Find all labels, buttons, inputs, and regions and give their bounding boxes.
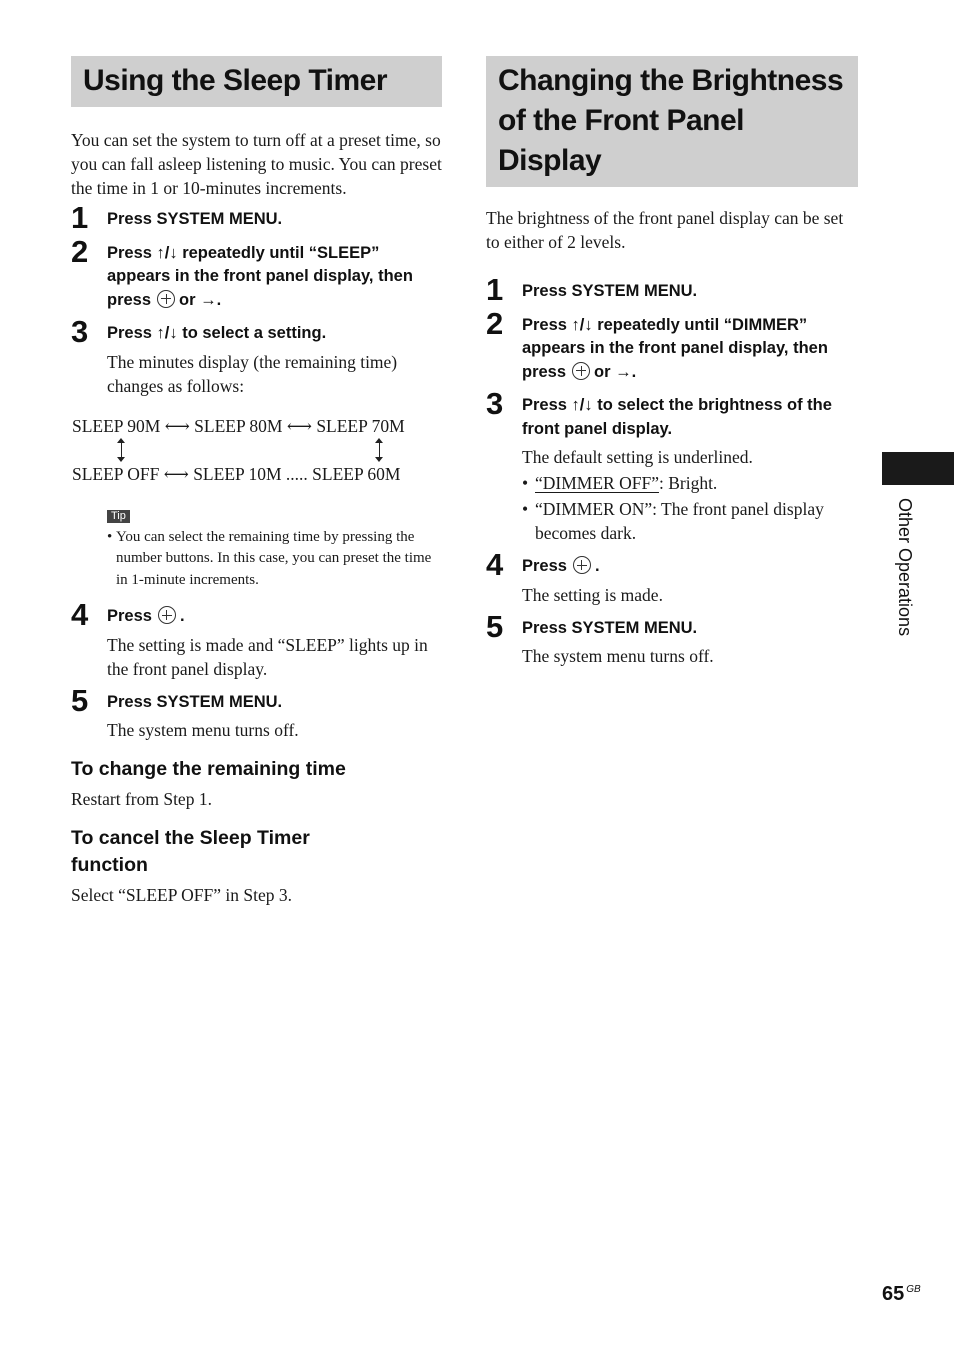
brightness-step-2 xyxy=(486,305,858,385)
sleep-step-2 xyxy=(71,233,442,313)
step-number: 4 xyxy=(71,597,89,632)
brightness-title-line-1: Changing the Brightness xyxy=(498,64,844,97)
step-number: 5 xyxy=(486,608,504,644)
sleep-step-4 xyxy=(71,597,442,681)
step-number: 5 xyxy=(71,682,89,718)
step-title: Press ↑/↓ to select a setting. xyxy=(107,324,327,342)
page-number xyxy=(882,1283,921,1306)
cancel-heading: To cancel the Sleep Timer function xyxy=(71,827,310,876)
step-title-text: Press xyxy=(522,557,567,575)
sleep-step-1 xyxy=(71,200,442,235)
enter-button-icon xyxy=(157,290,175,308)
step-number: 4 xyxy=(486,547,504,582)
brightness-intro: The brightness of the front panel display can be set to either of 2 levels. xyxy=(486,208,844,252)
step-title-text: Press ↑/↓ repeatedly until “DIMMER” appears in the front panel display, then press xyxy=(522,315,828,381)
section-side-label: Other Operations xyxy=(895,498,915,637)
brightness-title xyxy=(486,56,858,187)
step-title-text-end: . xyxy=(594,557,600,575)
step-number: 2 xyxy=(486,305,504,341)
bullet: • xyxy=(522,473,529,493)
step-title: Press SYSTEM MENU. xyxy=(522,282,698,300)
sleep-cycle-bottom-row: SLEEP OFF ⟷ SLEEP 10M ..... SLEEP 60M xyxy=(72,463,401,484)
page-number-suffix: GB xyxy=(906,1284,921,1295)
step-title: Press SYSTEM MENU. xyxy=(107,210,283,228)
brightness-step-1 xyxy=(486,272,858,307)
step-description: The system menu turns off. xyxy=(522,646,714,666)
sleep-timer-section xyxy=(71,56,442,907)
step-title xyxy=(107,242,442,313)
bullet: • xyxy=(522,499,529,519)
step-title xyxy=(107,605,442,629)
step-title xyxy=(522,314,858,385)
brightness-title-line-2: of the Front Panel Display xyxy=(498,104,744,177)
step-description: The setting is made. xyxy=(522,584,663,605)
step-title-text: Press xyxy=(107,607,152,625)
dimmer-option xyxy=(522,497,858,545)
dimmer-option xyxy=(522,471,858,495)
sleep-step-5 xyxy=(71,682,442,743)
step-number: 1 xyxy=(486,272,504,307)
tip-box xyxy=(107,506,442,592)
change-time-heading: To change the remaining time xyxy=(71,758,346,780)
tip-badge: Tip xyxy=(107,510,130,523)
sleep-cycle-diagram xyxy=(71,414,442,484)
step-description: The system menu turns off. xyxy=(107,720,299,740)
step-title xyxy=(522,555,858,579)
step-title: Press ↑/↓ to select the brightness of the front panel display. xyxy=(522,396,832,438)
step-description: The setting is made and “SLEEP” lights up in the front panel display. xyxy=(107,634,428,679)
section-tab-marker xyxy=(882,452,954,485)
step-title-text: Press ↑/↓ repeatedly until “SLEEP” appears in the front panel display, then press xyxy=(107,243,413,309)
step-title-text-end: . xyxy=(179,607,185,625)
step-number: 1 xyxy=(71,200,89,235)
sleep-step-3 xyxy=(71,314,442,398)
step-description: The default setting is underlined. xyxy=(522,447,753,467)
dimmer-option-text: : Bright. xyxy=(658,473,718,493)
up-down-arrow-icon xyxy=(373,438,385,462)
step-number: 3 xyxy=(71,314,89,349)
bullet: • xyxy=(107,528,113,545)
step-title-text-end: or →. xyxy=(594,362,637,381)
step-number: 3 xyxy=(486,386,504,421)
step-title: Press SYSTEM MENU. xyxy=(522,618,698,637)
up-down-arrow-icon xyxy=(115,438,127,462)
enter-button-icon xyxy=(572,362,590,380)
tip-text xyxy=(107,527,442,592)
tip-text-body: You can select the remaining time by pressing the number buttons. In this case, you can preset the time in 1-minute increments. xyxy=(116,528,432,588)
step-title: Press SYSTEM MENU. xyxy=(107,692,283,711)
dimmer-option-label: “DIMMER OFF” xyxy=(535,473,659,493)
page-number-value: 65 xyxy=(882,1283,905,1305)
sleep-cycle-top-row: SLEEP 90M ⟷ SLEEP 80M ⟷ SLEEP 70M xyxy=(72,415,405,436)
brightness-section xyxy=(486,56,858,668)
brightness-step-5 xyxy=(486,608,858,669)
enter-button-icon xyxy=(573,556,591,574)
sleep-timer-title: Using the Sleep Timer xyxy=(71,56,442,107)
dimmer-option-text: : The front panel display becomes dark. xyxy=(535,499,824,543)
step-title-text-end: or →. xyxy=(179,290,222,309)
brightness-step-4 xyxy=(486,547,858,607)
dimmer-options xyxy=(522,471,858,545)
sleep-timer-intro: You can set the system to turn off at a preset time, so you can fall asleep listening to music. You can preset the time in 1 or 10-minutes increments. xyxy=(71,130,442,198)
cancel-body: Select “SLEEP OFF” in Step 3. xyxy=(71,885,293,905)
change-time-body: Restart from Step 1. xyxy=(71,789,212,809)
enter-button-icon xyxy=(158,606,176,624)
step-description: The minutes display (the remaining time) changes as follows: xyxy=(107,351,398,396)
step-number: 2 xyxy=(71,233,89,269)
dimmer-option-label: “DIMMER ON” xyxy=(535,499,653,519)
brightness-step-3 xyxy=(486,386,858,545)
